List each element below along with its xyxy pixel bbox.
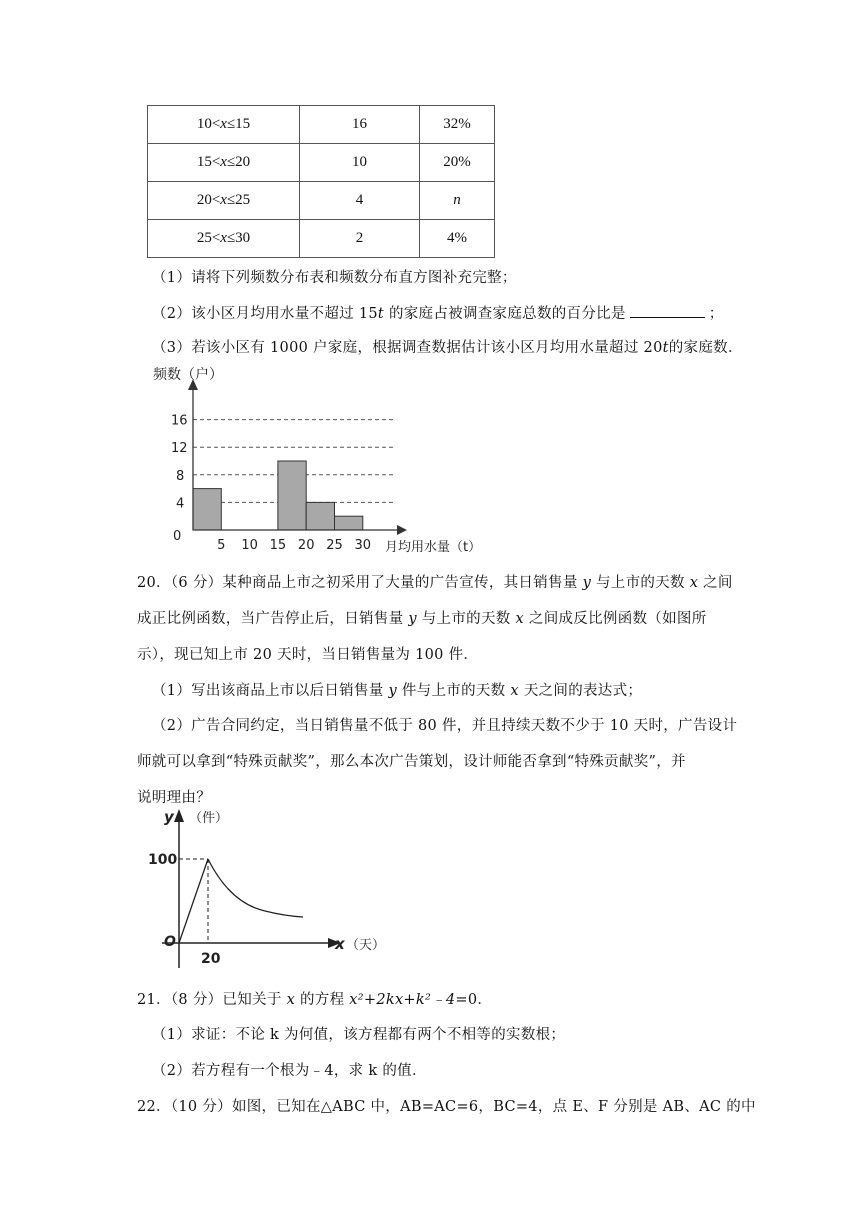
q19-part1: （1）请将下列频数分布表和频数分布直方图补充完整； [152, 270, 517, 286]
percent-cell: n [420, 182, 495, 220]
table-row [148, 144, 495, 182]
q21-part1: （1）求证：不论 k 为何值，该方程都有两个不相等的实数根； [152, 1027, 566, 1043]
q20-line3: 示），现已知上市 20 天时，当日销售量为 100 件． [137, 647, 479, 663]
x-tick-label: 5 [217, 538, 226, 553]
graph-y-label: y [164, 808, 174, 826]
x-tick-label: 10 [241, 538, 258, 553]
graph-y-unit: （件） [189, 811, 229, 826]
table-row [148, 106, 495, 144]
percent-cell: 4% [420, 220, 495, 258]
count-cell: 4 [300, 182, 420, 220]
frequency-table [147, 105, 495, 258]
q20-line1: 20．（6 分）某种商品上市之初采用了大量的广告宣传，其日销售量 y 与上市的天数 x 之间 [137, 575, 733, 591]
q20-line2: 成正比例函数，当广告停止后，日销售量 y 与上市的天数 x 之间成反比例函数（如图所 [137, 611, 707, 627]
graph-y-tick: 100 [148, 852, 178, 868]
range-cell: 15<x≤20 [148, 144, 300, 182]
table-row [148, 220, 495, 258]
graph-x-unit: （天） [346, 938, 386, 953]
q20-part2: （2）广告合同约定，当日销售量不低于 80 件，并且持续天数不少于 10 天时，广告设计 [152, 718, 738, 734]
histogram-bar [306, 502, 334, 530]
x-tick-label: 30 [354, 538, 372, 553]
frequency-histogram [145, 362, 485, 562]
q22-line1: 22．（10 分）如图，已知在△ABC 中，AB=AC=6，BC=4，点 E、F 分别是 AB、AC 的中 [137, 1099, 756, 1115]
q20-line7: 说明理由？ [137, 790, 211, 806]
quadratic-equation: x²+2kx+k²﹣4 [349, 992, 456, 1008]
graph-x-label: x [335, 935, 345, 953]
sales-function-graph [140, 800, 400, 975]
y-tick-label: 4 [176, 496, 185, 512]
origin-label: 0 [173, 529, 182, 544]
histogram-bar [335, 516, 363, 530]
range-cell: 25<x≤30 [148, 220, 300, 258]
x-tick-label: 15 [269, 538, 287, 553]
q21-line1: 21．（8 分）已知关于 x 的方程 x²+2kx+k²﹣4=0． [137, 992, 493, 1008]
range-cell: 20<x≤25 [148, 182, 300, 220]
count-cell: 10 [300, 144, 420, 182]
table-row [148, 182, 495, 220]
count-cell: 16 [300, 106, 420, 144]
histogram-bar [193, 489, 221, 530]
q20-line6: 师就可以拿到“特殊贡献奖”，那么本次广告策划，设计师能否拿到“特殊贡献奖”，并 [137, 754, 686, 770]
q19-part3: （3）若该小区有 1000 户家庭，根据调查数据估计该小区月均用水量超过 20t的家庭数． [152, 340, 743, 356]
q19-part2: （2）该小区月均用水量不超过 15t 的家庭占被调查家庭总数的百分比是 ； [152, 306, 724, 322]
graph-x-tick: 20 [201, 951, 221, 967]
range-cell: 10<x≤15 [148, 106, 300, 144]
x-axis-label: 月均用水量（t） [385, 540, 482, 555]
graph-y-arrow [174, 809, 184, 822]
x-tick-label: 25 [326, 538, 343, 553]
inverse-curve [208, 859, 303, 917]
percent-cell: 20% [420, 144, 495, 182]
y-tick-label: 12 [171, 441, 188, 457]
x-axis-arrow [397, 525, 407, 535]
x-tick-label: 20 [297, 538, 315, 553]
histogram-bar [278, 461, 306, 530]
y-tick-label: 8 [176, 468, 185, 484]
count-cell: 2 [300, 220, 420, 258]
linear-segment [179, 859, 208, 943]
answer-blank[interactable] [630, 305, 705, 318]
q21-part2: （2）若方程有一个根为﹣4，求 k 的值． [152, 1063, 427, 1079]
percent-cell: 32% [420, 106, 495, 144]
y-tick-label: 16 [171, 413, 188, 429]
y-axis-label: 频数（户） [153, 367, 223, 383]
q20-part1: （1）写出该商品上市以后日销售量 y 件与上市的天数 x 天之间的表达式； [152, 683, 643, 699]
graph-origin: O [164, 934, 176, 950]
